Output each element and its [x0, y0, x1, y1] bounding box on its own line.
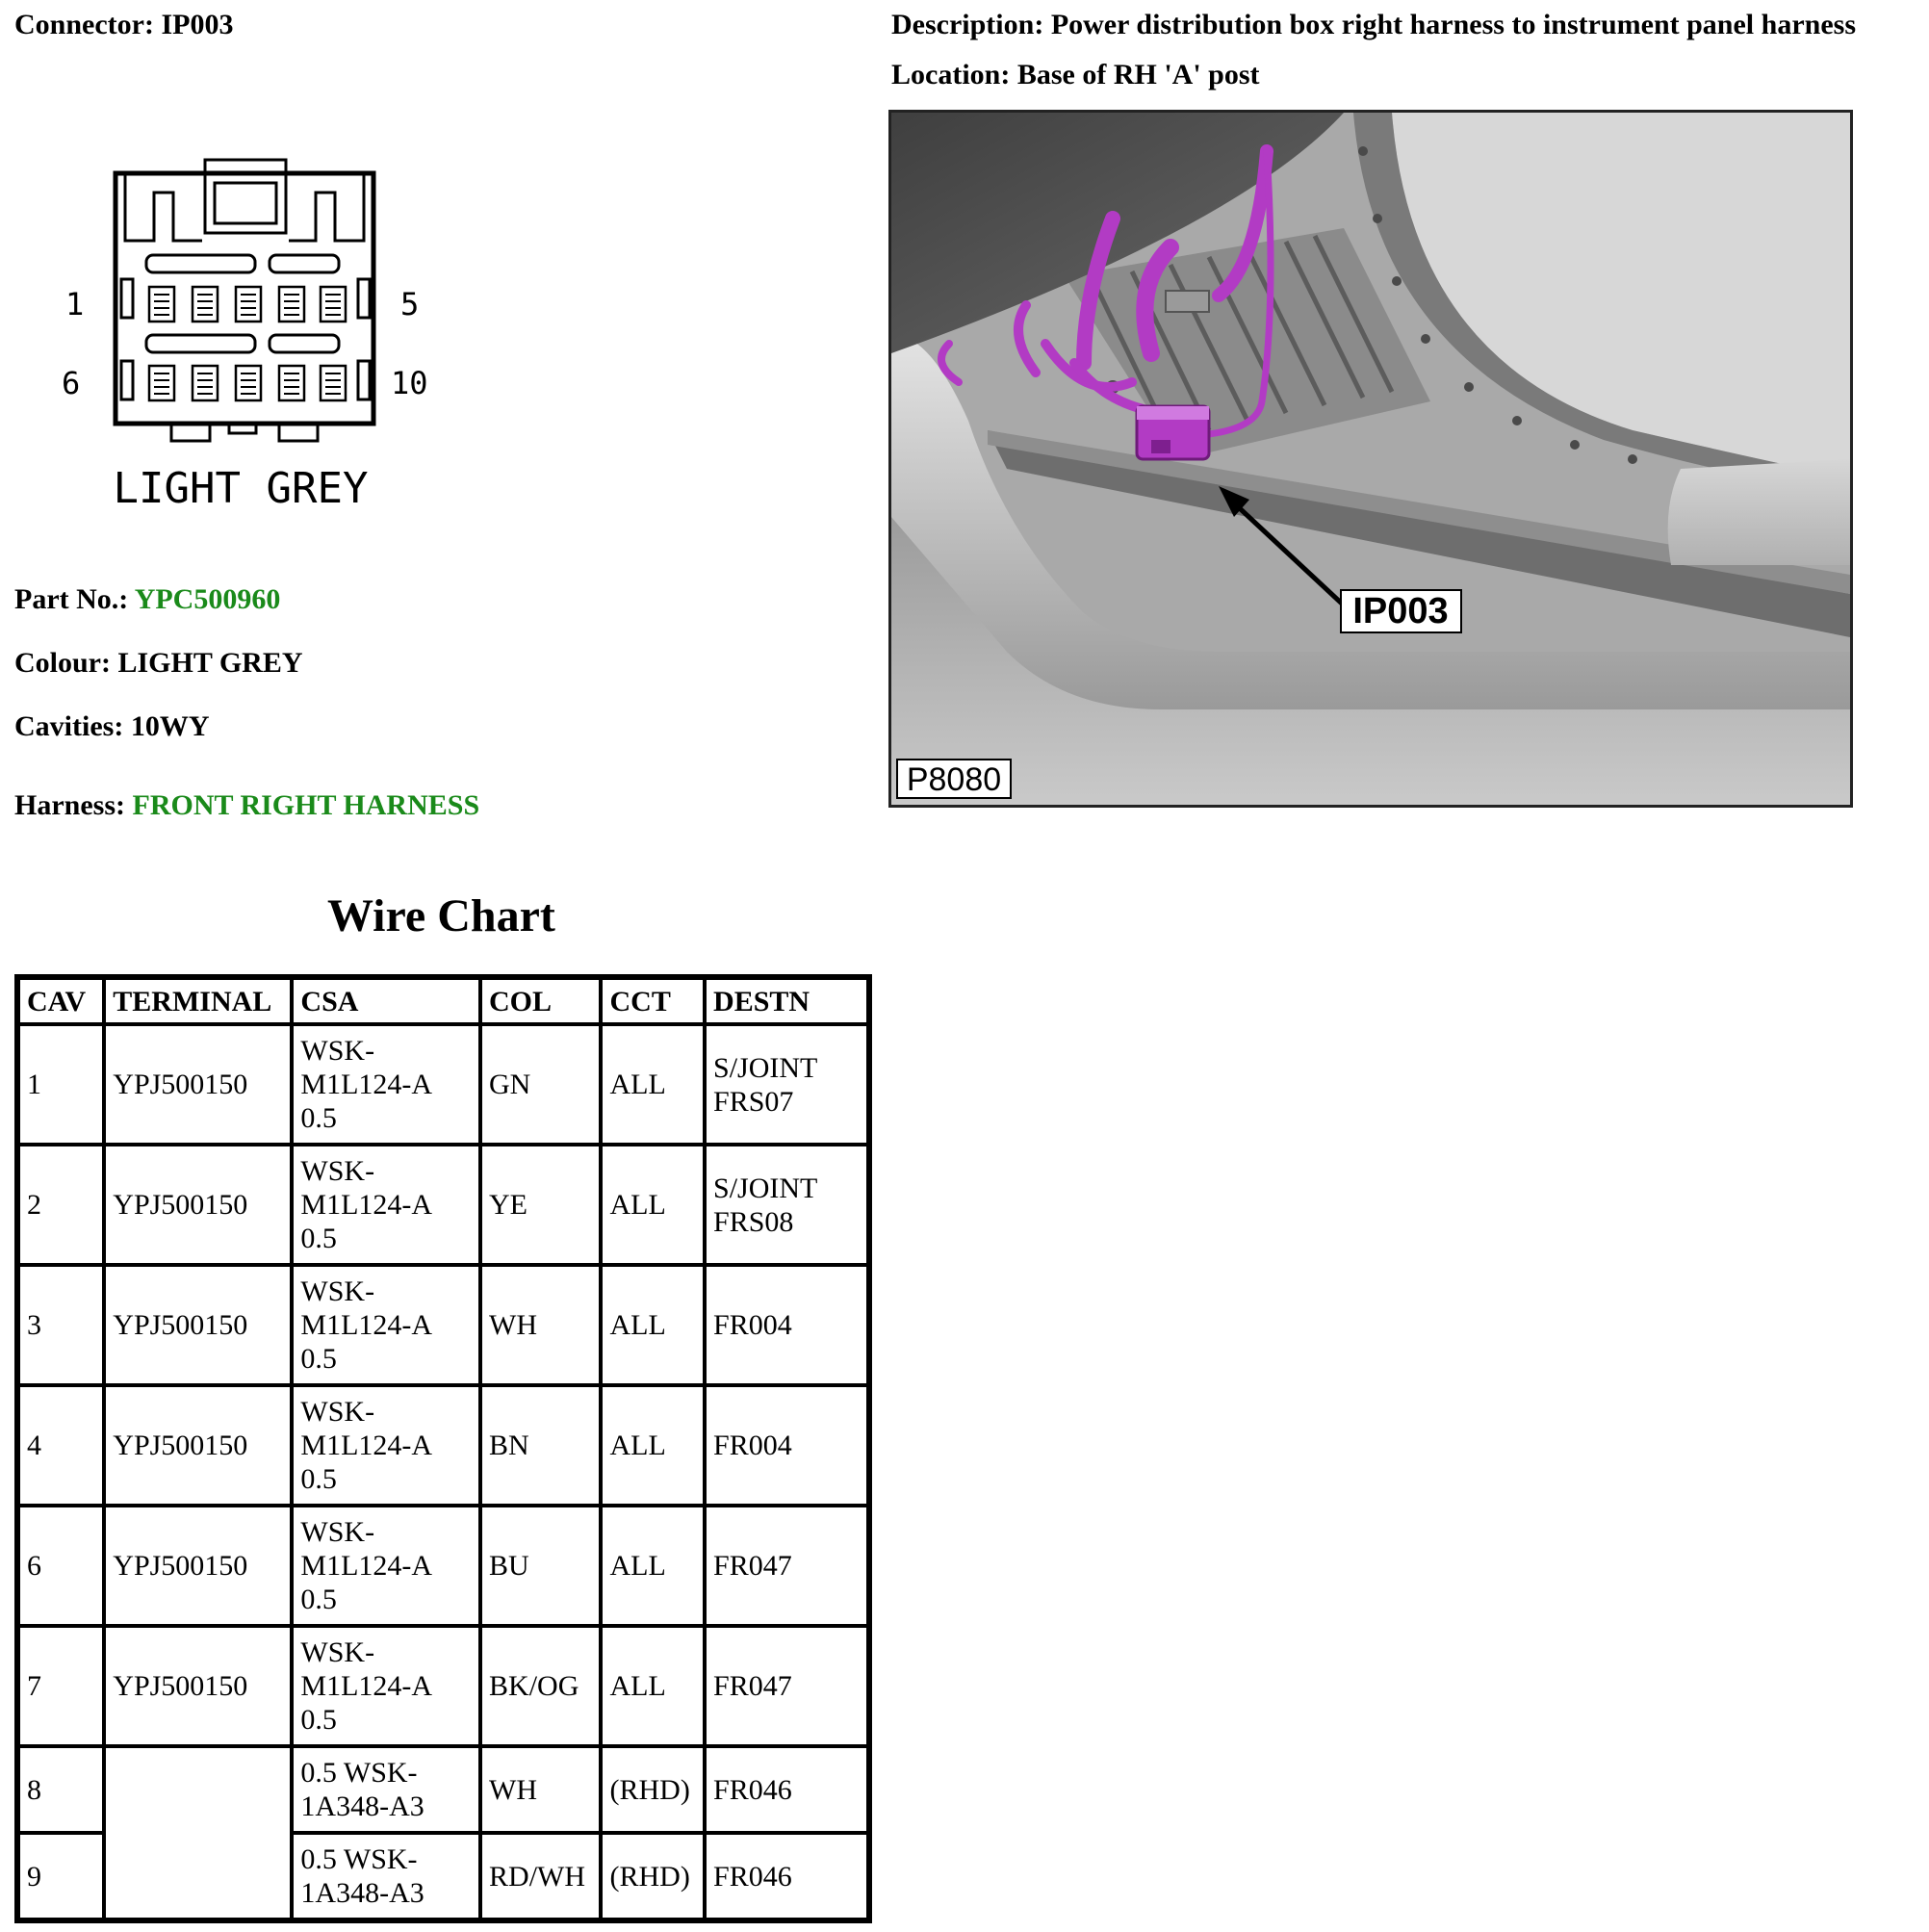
cell-cav: 9 [18, 1833, 104, 1919]
cell-cav: 4 [18, 1385, 104, 1506]
table-row [18, 1145, 868, 1265]
cell-col: GN [480, 1024, 601, 1145]
destn-line: FR004 [713, 1430, 792, 1461]
cell-destn [705, 1746, 868, 1833]
cell-terminal: YPJ500150 [104, 1506, 292, 1626]
ip003-connector-highlight [1137, 406, 1209, 459]
cell-destn [705, 1265, 868, 1385]
cell-cav: 3 [18, 1265, 104, 1385]
cell-terminal: YPJ500150 [104, 1265, 292, 1385]
cavity-row-top [149, 287, 346, 322]
part-no-link[interactable]: YPC500960 [134, 583, 281, 615]
destn-line: FR004 [713, 1309, 792, 1341]
csa-line: 0.5 [300, 1102, 337, 1134]
location-label: Location: [891, 59, 1011, 90]
cell-destn [705, 1833, 868, 1919]
cell-terminal: YPJ500150 [104, 1626, 292, 1746]
colour-value: LIGHT GREY [117, 647, 303, 679]
cell-cav: 1 [18, 1024, 104, 1145]
cell-cav: 7 [18, 1626, 104, 1746]
wire-chart-title: Wire Chart [327, 890, 555, 941]
cell-col: BN [480, 1385, 601, 1506]
csa-line: WSK- [300, 1396, 375, 1428]
destn-line: FR046 [713, 1773, 792, 1806]
header-destn: DESTN [705, 978, 868, 1024]
cell-destn [705, 1506, 868, 1626]
destn-line: S/JOINT [713, 1051, 818, 1084]
header-terminal: TERMINAL [104, 978, 292, 1024]
cell-col: YE [480, 1145, 601, 1265]
connector-line [14, 11, 233, 39]
csa-line: 0.5 [300, 1584, 337, 1615]
csa-line: M1L124-A [300, 1550, 433, 1582]
cell-cav: 8 [18, 1746, 104, 1833]
csa-line: 0.5 [300, 1343, 337, 1375]
table-row [18, 1746, 868, 1833]
cavities-label: Cavities: [14, 710, 124, 742]
csa-line: M1L124-A [300, 1309, 433, 1341]
colour-label: Colour: [14, 647, 111, 679]
cell-csa [292, 1746, 480, 1833]
pin-label-10: 10 [391, 365, 428, 401]
header-col: COL [480, 978, 601, 1024]
figure-id: P8080 [906, 761, 1002, 798]
csa-line: 1A348-A3 [300, 1877, 424, 1909]
cell-cav: 2 [18, 1145, 104, 1265]
csa-line: WSK- [300, 1636, 375, 1668]
table-row [18, 1385, 868, 1506]
cell-csa [292, 1833, 480, 1919]
destn-line: S/JOINT [713, 1172, 818, 1204]
connector-face-diagram [48, 144, 452, 520]
header-cav: CAV [18, 978, 104, 1024]
cell-terminal: YPJ500150 [104, 1145, 292, 1265]
cell-csa [292, 1024, 480, 1145]
callout-label: IP003 [1352, 591, 1449, 631]
cell-cct: ALL [601, 1626, 705, 1746]
harness-label: Harness: [14, 789, 125, 821]
cell-destn [705, 1024, 868, 1145]
part-no-label: Part No.: [14, 583, 129, 615]
table-row [18, 1506, 868, 1626]
location-value: Base of RH 'A' post [1016, 59, 1260, 90]
cavities-value: 10WY [130, 710, 210, 742]
destn-line: FRS07 [713, 1085, 794, 1118]
pin-label-6: 6 [62, 365, 81, 401]
destn-line: FR046 [713, 1860, 792, 1893]
cell-destn [705, 1626, 868, 1746]
csa-line: M1L124-A [300, 1670, 433, 1702]
cell-csa [292, 1506, 480, 1626]
header-cct: CCT [601, 978, 705, 1024]
csa-line: WSK- [300, 1516, 375, 1548]
cell-cct: ALL [601, 1024, 705, 1145]
connector-location-image [888, 110, 1853, 808]
csa-line: 0.5 WSK- [300, 1843, 418, 1875]
cell-cct: ALL [601, 1385, 705, 1506]
pin-label-5: 5 [400, 286, 420, 322]
destn-line: FR047 [713, 1670, 792, 1702]
cell-terminal-merged [104, 1746, 292, 1919]
header-csa: CSA [292, 978, 480, 1024]
csa-line: M1L124-A [300, 1069, 433, 1100]
csa-line: M1L124-A [300, 1430, 433, 1461]
cell-col: WH [480, 1746, 601, 1833]
cell-csa [292, 1626, 480, 1746]
wire-chart-table [14, 974, 872, 1923]
cell-cct: ALL [601, 1145, 705, 1265]
csa-line: 0.5 [300, 1223, 337, 1254]
cell-cct: ALL [601, 1506, 705, 1626]
cell-col: WH [480, 1265, 601, 1385]
destn-line: FR047 [713, 1550, 792, 1582]
description-label: Description: [891, 9, 1044, 40]
table-header-row [18, 978, 868, 1024]
csa-line: M1L124-A [300, 1189, 433, 1221]
cell-csa [292, 1145, 480, 1265]
harness-line [14, 791, 479, 820]
csa-line: WSK- [300, 1275, 375, 1307]
cell-cct: ALL [601, 1265, 705, 1385]
csa-line: 1A348-A3 [300, 1790, 424, 1822]
table-row [18, 1626, 868, 1746]
part-no-line [14, 585, 280, 614]
csa-line: WSK- [300, 1155, 375, 1187]
harness-link[interactable]: FRONT RIGHT HARNESS [132, 789, 480, 821]
csa-line: WSK- [300, 1035, 375, 1067]
figure-id-box [897, 760, 1011, 798]
connector-label: Connector: [14, 9, 154, 40]
location-line [891, 61, 1260, 90]
csa-line: 0.5 WSK- [300, 1757, 418, 1789]
colour-line [14, 649, 303, 678]
diagram-colour-caption: LIGHT GREY [113, 464, 369, 513]
connector-id: IP003 [161, 9, 234, 40]
cell-destn [705, 1145, 868, 1265]
csa-line: 0.5 [300, 1704, 337, 1736]
destn-line: FRS08 [713, 1205, 794, 1238]
cell-csa [292, 1265, 480, 1385]
table-row [18, 1265, 868, 1385]
cavities-line [14, 712, 209, 741]
cell-cav: 6 [18, 1506, 104, 1626]
cavity-row-bottom [149, 366, 346, 400]
cell-cct: (RHD) [601, 1746, 705, 1833]
cell-col: BK/OG [480, 1626, 601, 1746]
cell-cct: (RHD) [601, 1833, 705, 1919]
cell-csa [292, 1385, 480, 1506]
cell-terminal: YPJ500150 [104, 1385, 292, 1506]
table-row [18, 1024, 868, 1145]
csa-line: 0.5 [300, 1463, 337, 1495]
cell-terminal: YPJ500150 [104, 1024, 292, 1145]
description-value: Power distribution box right harness to instrument panel harness [1050, 9, 1856, 40]
pin-label-1: 1 [65, 286, 85, 322]
cell-col: RD/WH [480, 1833, 601, 1919]
ip003-callout [1341, 590, 1461, 632]
cell-col: BU [480, 1506, 601, 1626]
cell-destn [705, 1385, 868, 1506]
description-line [891, 11, 1856, 39]
